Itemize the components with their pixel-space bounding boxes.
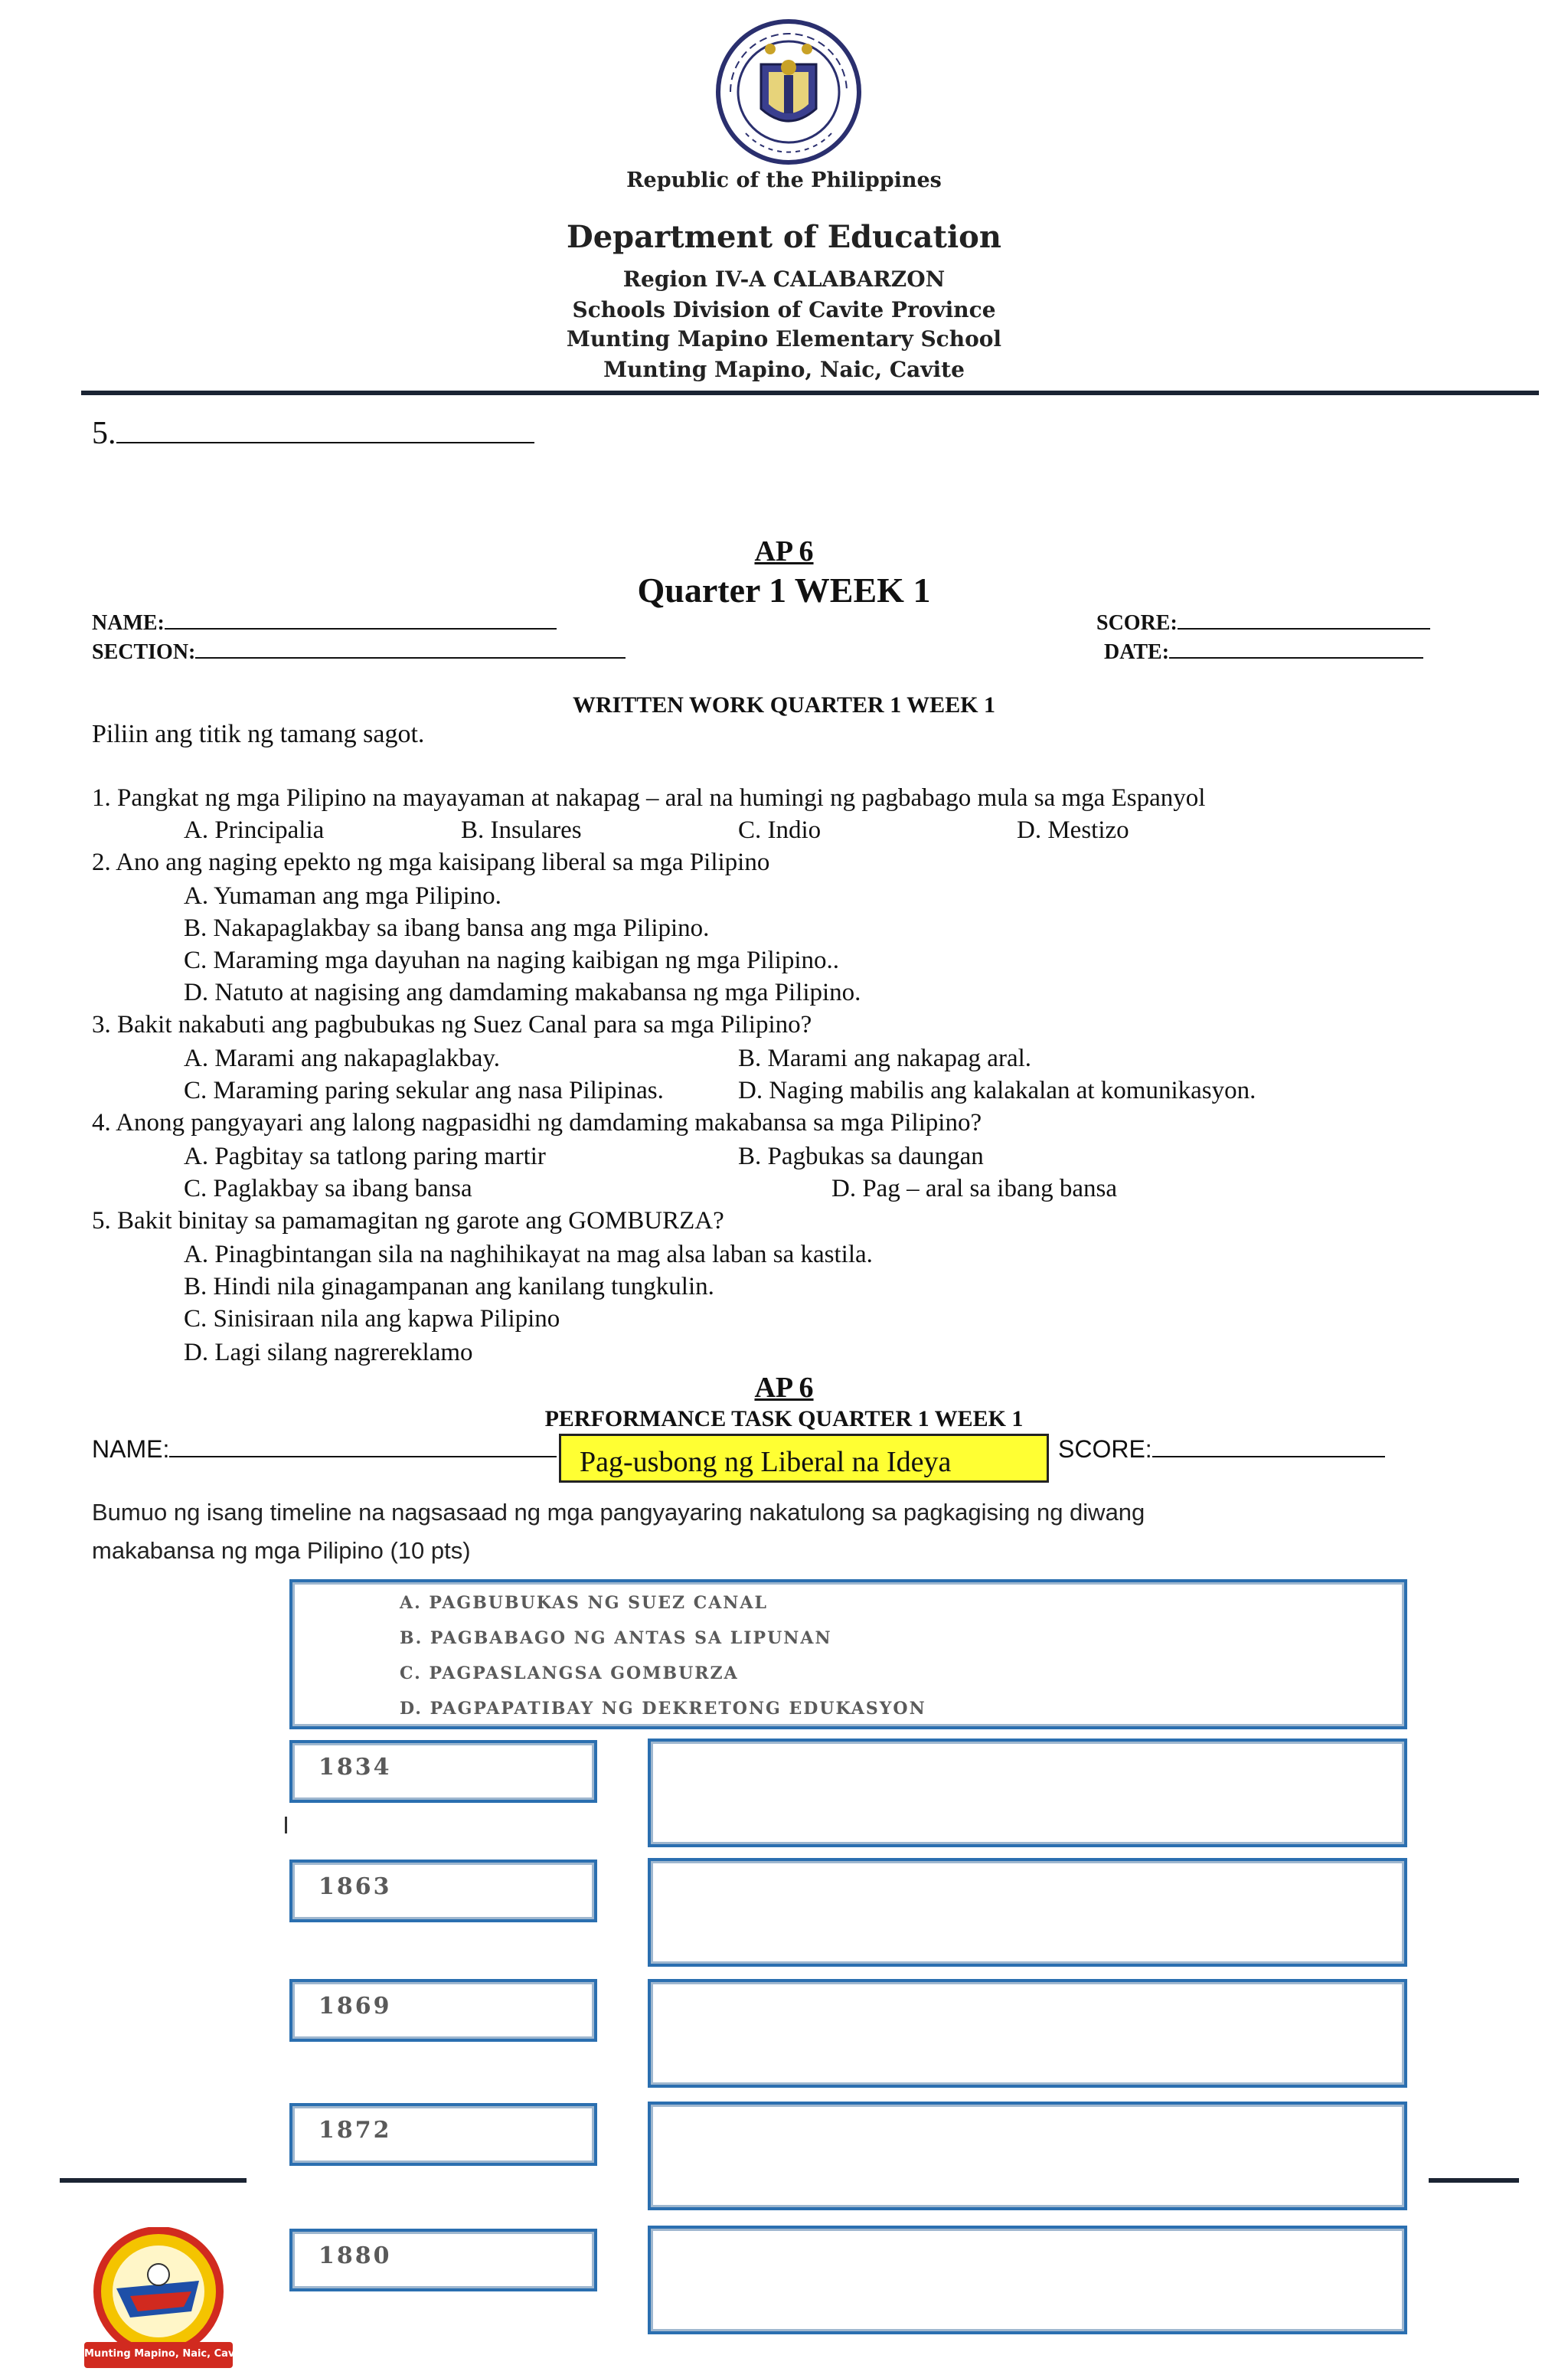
q2-choice-a[interactable]: A. Yumaman ang mga Pilipino. <box>184 882 501 910</box>
performance-name-field[interactable]: NAME: <box>92 1435 557 1464</box>
q3-choice-a[interactable]: A. Marami ang nakapaglakbay. <box>184 1045 500 1072</box>
name-field[interactable]: NAME: <box>92 611 557 636</box>
footer-rule-right <box>1429 2178 1519 2183</box>
q4-choice-b[interactable]: B. Pagbukas sa daungan <box>738 1143 984 1170</box>
region-line: Region IV-A CALABARZON <box>622 267 946 292</box>
q3-choice-b[interactable]: B. Marami ang nakapag aral. <box>738 1045 1032 1072</box>
q1-choice-b[interactable]: B. Insulares <box>461 816 582 844</box>
header-rule <box>81 391 1539 395</box>
school-logo-caption: Munting Mapino, Naic, Cavite <box>84 2348 250 2360</box>
event-d: D. PAGPAPATIBAY NG DEKRETONG EDUKASYON <box>400 1699 926 1719</box>
event-a: A. PAGBUBUKAS NG SUEZ CANAL <box>400 1593 768 1613</box>
q1-choice-a[interactable]: A. Principalia <box>184 816 325 844</box>
performance-score-field[interactable]: SCORE: <box>1058 1435 1385 1464</box>
q5-choice-a[interactable]: A. Pinagbintangan sila na naghihikayat na mag alsa laban sa kastila. <box>184 1241 873 1268</box>
event-b: B. PAGBABAGO NG ANTAS SA LIPUNAN <box>400 1628 832 1648</box>
q2-choice-c[interactable]: C. Maraming mga dayuhan na naging kaibigan ng mga Pilipino.. <box>184 947 840 974</box>
question-3: 3. Bakit nakabuti ang pagbubukas ng Suez Canal para sa mga Pilipino? <box>92 1011 812 1039</box>
performance-instruction: Bumuo ng isang timeline na nagsasaad ng mga pangyayaring nakatulong sa pagkagising ng diwang makabansa ng mga Pilipino (10 pts) <box>92 1499 1145 1564</box>
written-instruction: Piliin ang titik ng tamang sagot. <box>92 720 425 748</box>
q5-choice-c[interactable]: C. Sinisiraan nila ang kapwa Pilipino <box>184 1305 560 1333</box>
address-line: Munting Mapino, Naic, Cavite <box>603 357 965 382</box>
department-title: Department of Education <box>567 219 1001 255</box>
q1-choice-c[interactable]: C. Indio <box>738 816 822 844</box>
stray-item-number: 5. <box>92 415 534 452</box>
timeline-year-1863: 1863 <box>289 1860 597 1922</box>
date-field[interactable]: DATE: <box>1104 640 1423 665</box>
score-field[interactable]: SCORE: <box>1096 611 1430 636</box>
events-choice-box <box>289 1579 1407 1729</box>
timeline-answer-box[interactable] <box>648 2226 1407 2334</box>
q3-choice-d[interactable]: D. Naging mabilis ang kalakalan at komunikasyon. <box>738 1077 1256 1104</box>
timeline-answer-box[interactable] <box>648 1979 1407 2088</box>
timeline-year-1880: 1880 <box>289 2229 597 2291</box>
question-2: 2. Ano ang naging epekto ng mga kaisipang liberal sa mga Pilipino <box>92 849 770 876</box>
written-subject: AP 6 <box>754 535 814 568</box>
q4-choice-a[interactable]: A. Pagbitay sa tatlong paring martir <box>184 1143 546 1170</box>
timeline-answer-box[interactable] <box>648 1739 1407 1847</box>
division-line: Schools Division of Cavite Province <box>572 297 996 322</box>
q5-choice-d[interactable]: D. Lagi silang nagrereklamo <box>184 1339 473 1366</box>
event-c: C. PAGPASLANGSA GOMBURZA <box>400 1663 739 1683</box>
timeline-year-1834: 1834 <box>289 1740 597 1803</box>
q1-choice-d[interactable]: D. Mestizo <box>1017 816 1129 844</box>
q2-choice-b[interactable]: B. Nakapaglakbay sa ibang bansa ang mga Pilipino. <box>184 914 710 942</box>
performance-section-title: PERFORMANCE TASK QUARTER 1 WEEK 1 <box>544 1406 1024 1431</box>
written-section-title: WRITTEN WORK QUARTER 1 WEEK 1 <box>572 692 996 718</box>
footer-rule-left <box>60 2178 247 2183</box>
section-field[interactable]: SECTION: <box>92 640 626 665</box>
question-5: 5. Bakit binitay sa pamamagitan ng garote ang GOMBURZA? <box>92 1207 724 1235</box>
q5-choice-b[interactable]: B. Hindi nila ginagampanan ang kanilang tungkulin. <box>184 1273 714 1300</box>
timeline-answer-box[interactable] <box>648 2102 1407 2210</box>
written-quarter-title: Quarter 1 WEEK 1 <box>637 571 931 610</box>
question-4: 4. Anong pangyayari ang lalong nagpasidhi ng damdaming makabansa sa mga Pilipino? <box>92 1109 982 1137</box>
republic-line: Republic of the Philippines <box>626 168 942 192</box>
timeline-year-1872: 1872 <box>289 2103 597 2166</box>
topic-text: Pag-usbong ng Liberal na Ideya <box>580 1446 952 1478</box>
question-1: 1. Pangkat ng mga Pilipino na mayayaman at nakapag – aral na humingi ng pagbabago mula sa mga Espanyol <box>92 784 1206 812</box>
q4-choice-d[interactable]: D. Pag – aral sa ibang bansa <box>831 1175 1117 1202</box>
timeline-answer-box[interactable] <box>648 1858 1407 1967</box>
topic-badge <box>559 1434 1049 1483</box>
q2-choice-d[interactable]: D. Natuto at nagising ang damdaming makabansa ng mga Pilipino. <box>184 979 861 1006</box>
performance-subject: AP 6 <box>754 1372 814 1404</box>
q3-choice-c[interactable]: C. Maraming paring sekular ang nasa Pilipinas. <box>184 1077 664 1104</box>
school-line: Munting Mapino Elementary School <box>566 326 1002 352</box>
timeline-year-1869: 1869 <box>289 1979 597 2042</box>
deped-seal <box>715 18 862 165</box>
stray-mark <box>285 1817 287 1833</box>
school-logo <box>77 2227 250 2373</box>
q4-choice-c[interactable]: C. Paglakbay sa ibang bansa <box>184 1175 472 1202</box>
